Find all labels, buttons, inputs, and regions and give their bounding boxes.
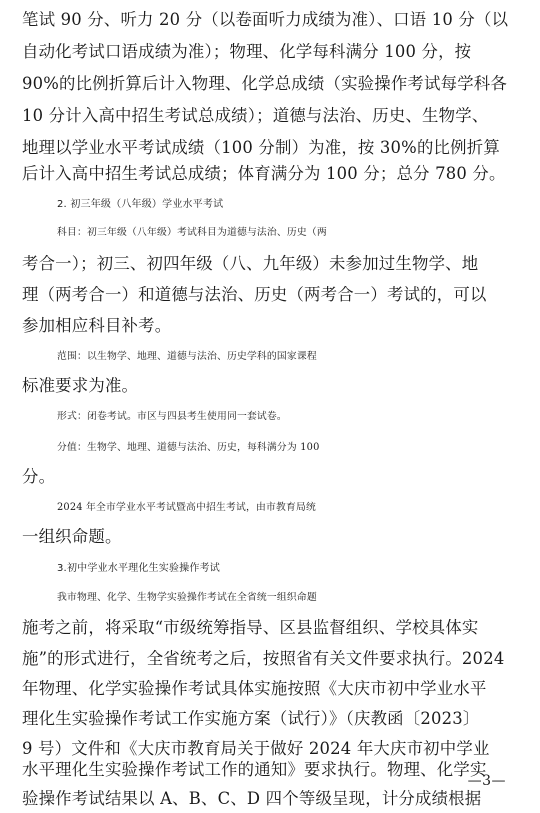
body-text-line: 地理以学业水平考试成绩（100 分制）为准，按 30%的比例折算 bbox=[22, 138, 500, 157]
body-text-line: 一组织命题。 bbox=[22, 527, 122, 546]
body-text-line: 年物理、化学实验操作考试具体实施按照《大庆市初中学业水平 bbox=[22, 679, 487, 698]
body-text-line: 形式：闭卷考试。市区与四县考生使用同一套试卷。 bbox=[57, 411, 287, 422]
body-text-line: 分值：生物学、地理、道德与法治、历史，每科满分为 100 bbox=[57, 442, 320, 453]
body-text-line: 参加相应科目补考。 bbox=[22, 316, 172, 335]
section-heading: 2. 初三年级（八年级）学业水平考试 bbox=[57, 199, 224, 210]
body-text-line: 后计入高中招生考试总成绩；体育满分为 100 分；总分 780 分。 bbox=[22, 164, 506, 183]
body-text-line: 施考之前，将采取“市级统筹指导、区县监督组织、学校具体实 bbox=[22, 618, 479, 637]
body-text-line: 理（两考合一）和道德与法治、历史（两考合一）考试的，可以 bbox=[22, 285, 487, 304]
body-text-line: 科目：初三年级（八年级）考试科目为道德与法治、历史（两 bbox=[57, 227, 327, 238]
body-text-line: 考合一）；初三、初四年级（八、九年级）未参加过生物学、地 bbox=[22, 254, 479, 273]
body-text-line: 施”的形式进行，全省统考之后，按照省有关文件要求执行。2024 bbox=[22, 649, 505, 668]
body-text-line: 自动化考试口语成绩为准）；物理、化学每科满分 100 分，按 bbox=[22, 42, 472, 61]
body-text-line: 水平理化生实验操作考试工作的通知》要求执行。物理、化学实 bbox=[22, 760, 487, 779]
body-text-line: 范围：以生物学、地理、道德与法治、历史学科的国家课程 bbox=[57, 351, 317, 362]
body-text-line: 我市物理、化学、生物学实验操作考试在全省统一组织命题 bbox=[57, 592, 317, 603]
body-text-line: 验操作考试结果以 A、B、C、D 四个等级呈现，计分成绩根据 bbox=[22, 789, 482, 808]
body-text-line: 9 号）文件和《大庆市教育局关于做好 2024 年大庆市初中学业 bbox=[22, 739, 490, 758]
body-text-line: 笔试 90 分、听力 20 分（以卷面听力成绩为准）、口语 10 分（以 bbox=[22, 10, 509, 29]
body-text-line: 理化生实验操作考试工作实施方案（试行）》（庆教函〔2023〕 bbox=[22, 709, 480, 728]
body-text-line: 分。 bbox=[22, 467, 56, 486]
section-heading: 3.初中学业水平理化生实验操作考试 bbox=[57, 563, 220, 574]
page-number: —3— bbox=[467, 773, 506, 789]
body-text-line: 2024 年全市学业水平考试暨高中招生考试，由市教育局统 bbox=[57, 502, 316, 513]
body-text-line: 90%的比例折算后计入物理、化学总成绩（实验操作考试每学科各 bbox=[22, 74, 507, 93]
body-text-line: 标准要求为准。 bbox=[22, 376, 139, 395]
body-text-line: 10 分计入高中招生考试总成绩）；道德与法治、历史、生物学、 bbox=[22, 106, 489, 125]
